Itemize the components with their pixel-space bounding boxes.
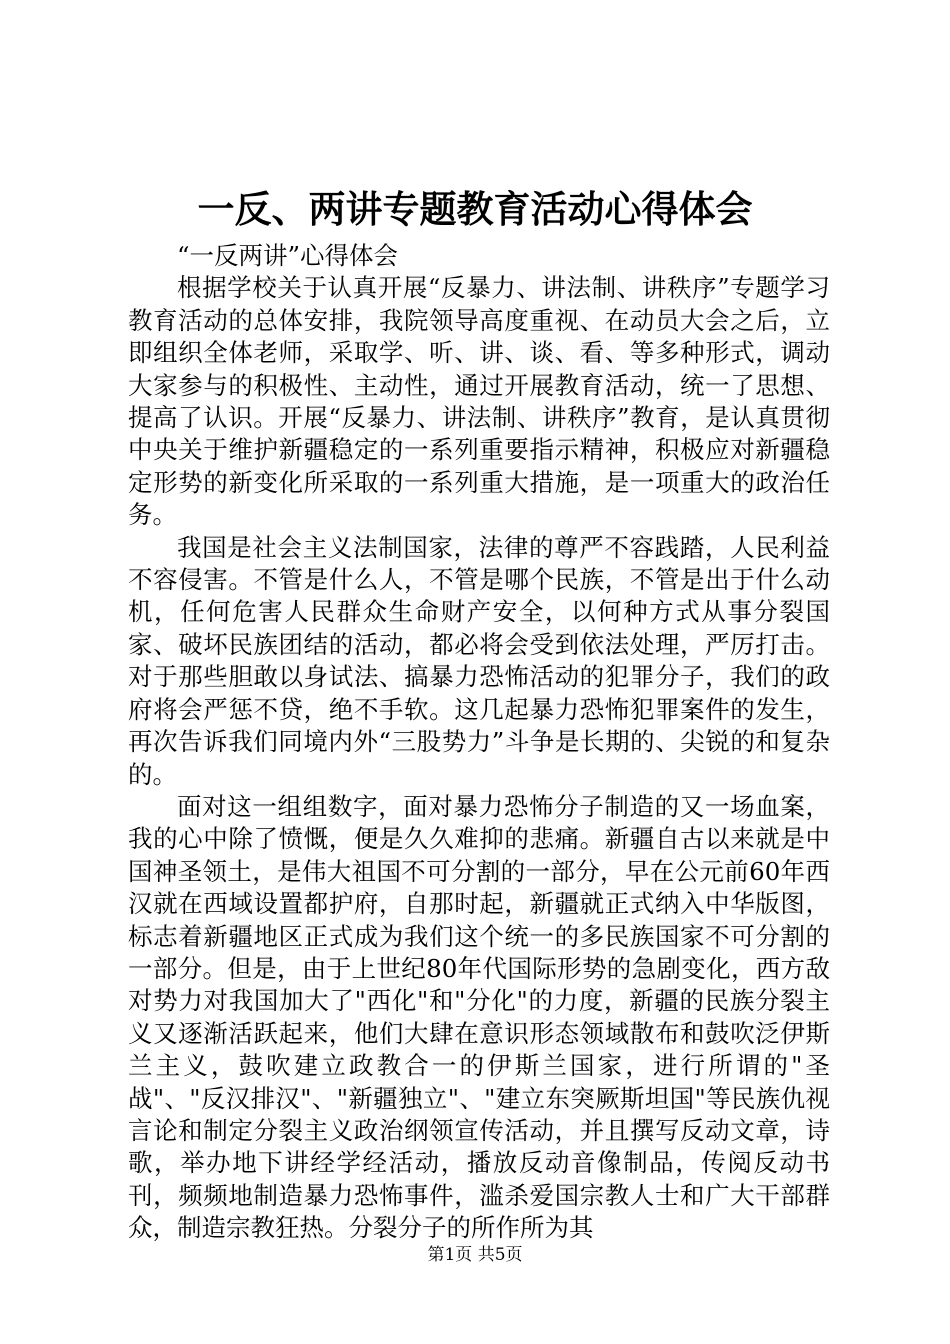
paragraph: 面对这一组组数字，面对暴力恐怖分子制造的又一场血案，我的心中除了愤慨，便是久久难抑的悲痛。新疆自古以来就是中国神圣领土，是伟大祖国不可分割的一部分，早在公元前60年西汉就在西域设置都护府，自那时起，新疆就正式纳入中华版图，标志着新疆地区正式成为我们这个统一的多民族国家不可分割的一部分。但是，由于上世纪80年代国际形势的急剧变化，西方敌对势力对我国加大了"西化"和"分化"的力度，新疆的民族分裂主义又逐渐活跃起来，他们大肆在意识形态领域散布和鼓吹泛伊斯兰主义，鼓吹建立政教合一的伊斯兰国家，进行所谓的"圣战"、"反汉排汉"、"新疆独立"、"建立东突厥斯坦国"等民族仇视言论和制定分裂主义政治纲领宣传活动，并且撰写反动文章，诗歌，举办地下讲经学经活动，播放反动音像制品，传阅反动书刊，频频地制造暴力恐怖事件，滥杀爱国宗教人士和广大干部群众，制造宗教狂热。分裂分子的所作所为其 (128, 791, 830, 1243)
paragraph: 根据学校关于认真开展“反暴力、讲法制、讲秩序”专题学习教育活动的总体安排，我院领导高度重视、在动员大会之后，立即组织全体老师，采取学、听、讲、谈、看、等多种形式，调动大家参与的积极性、主动性，通过开展教育活动，统一了思想、提高了认识。开展“反暴力、讲法制、讲秩序”教育，是认真贯彻中央关于维护新疆稳定的一系列重要指示精神，积极应对新疆稳定形势的新变化所采取的一系列重大措施，是一项重大的政治任务。 (128, 273, 830, 530)
document-title: 一反、两讲专题教育活动心得体会 (197, 187, 753, 231)
page-footer: 第1页 共5页 (427, 1245, 523, 1265)
paragraph: 我国是社会主义法制国家，法律的尊严不容践踏，人民利益不容侵害。不管是什么人，不管是哪个民族，不管是出于什么动机，任何危害人民群众生命财产安全，以何种方式从事分裂国家、破坏民族团结的活动，都必将会受到依法处理，严厉打击。对于那些胆敢以身试法、搞暴力恐怖活动的犯罪分子，我们的政府将会严惩不贷，绝不手软。这几起暴力恐怖犯罪案件的发生，再次告诉我们同境内外“三股势力”斗争是长期的、尖锐的和复杂的。 (128, 532, 830, 789)
paragraph-subtitle: “一反两讲”心得体会 (177, 241, 399, 270)
document-body (128, 240, 830, 1245)
